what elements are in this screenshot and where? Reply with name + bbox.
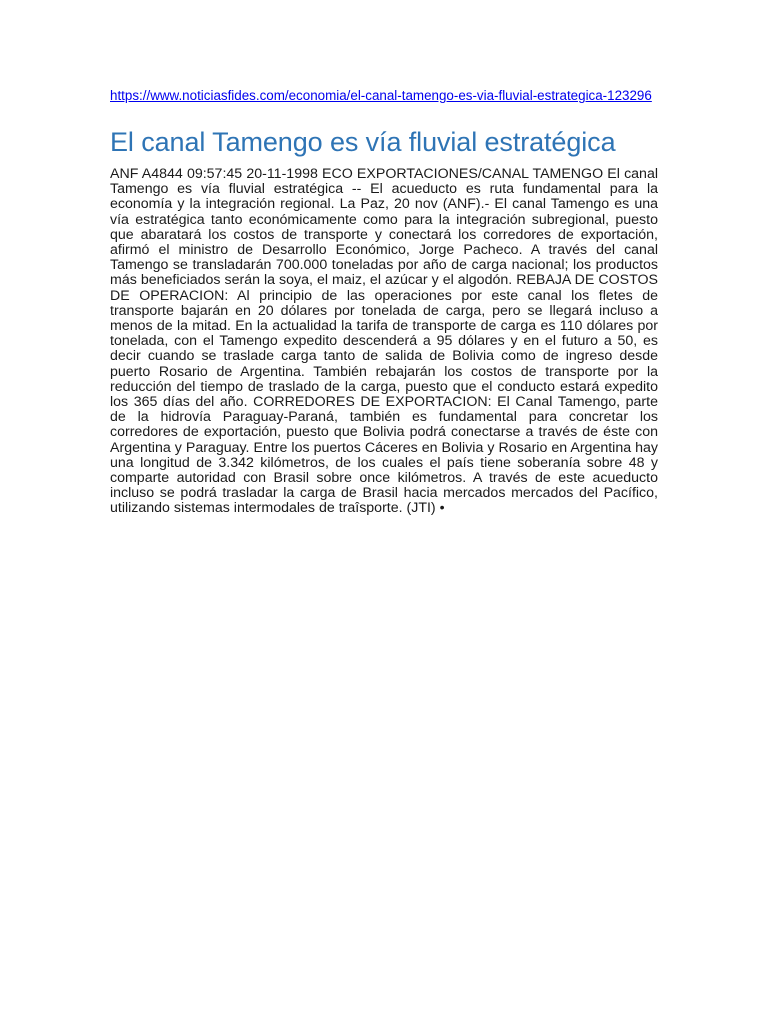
article-body [110,167,658,517]
document-page [110,84,658,517]
article-title: El canal Tamengo es vía fluvial estratégica [110,127,616,157]
source-url-link[interactable]: https://www.noticiasfides.com/economia/el-canal-tamengo-es-via-fluvial-estrategica-123296 [110,88,652,103]
article-body-text: ANF A4844 09:57:45 20-11-1998 ECO EXPORTACIONES/CANAL TAMENGO El canal Tamengo es vía fluvial estratégica -- El acueducto es ruta fundamental para la economía y la integración regional. La Paz, 20 nov (ANF).- El canal Tamengo es una vía estratégica tanto económicamente como para la integración subregional, puesto que abaratará los costos de transporte y conectará los corredores de exportación, afirmó el ministro de Desarrollo Económico, Jorge Pacheco. A través del canal Tamengo se transladarán 700.000 toneladas por año de carga nacional; los productos más beneficiados serán la soya, el maiz, el azúcar y el algodón. REBAJA DE COSTOS DE OPERACION: Al principio de las operaciones por este canal los fletes de transporte bajarán en 20 dólares por tonelada de carga, pero se llegará incluso a menos de la mitad. En la actualidad la tarifa de transporte de carga es 110 dólares por tonelada, con el Tamengo expedito descenderá a 95 dólares y en el futuro a 50, es decir cuando se traslade carga tanto de salida de Bolivia como de ingreso desde puerto Rosario de Argentina. También rebajarán los costos de transporte por la reducción del tiempo de traslado de la carga, puesto que el conducto estará expedito los 365 días del año. CORREDORES DE EXPORTACION: El Canal Tamengo, parte de la hidrovía Paraguay-Paraná, también es fundamental para concretar los corredores de exportación, puesto que Bolivia podrá conectarse a través de éste con Argentina y Paraguay. Entre los puertos Cáceres en Bolivia y Rosario en Argentina hay una longitud de 3.342 kilómetros, de los cuales el país tiene soberanía sobre 48 y comparte autoridad con Brasil sobre once kilómetros. A través de este acueducto incluso se podrá trasladar la carga de Brasil hacia mercados mercados del Pacífico, utilizando sistemas intermodales de traîsporte. (JTI) • [110,166,658,517]
